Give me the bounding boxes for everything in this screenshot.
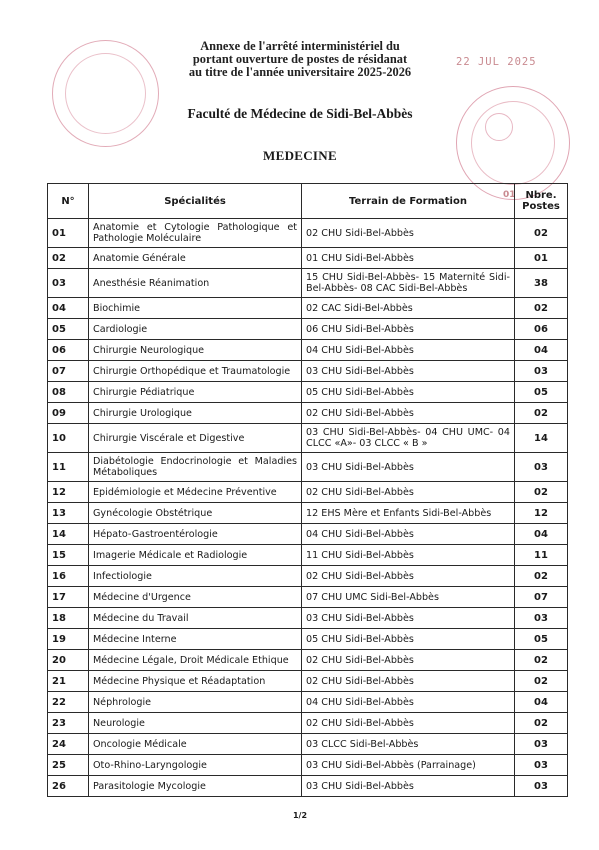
row-num: 13 <box>48 503 89 524</box>
header-line-2: portant ouverture de postes de résidanat <box>192 52 408 66</box>
header-line-3: au titre de l'année universitaire 2025-2026 <box>188 65 412 79</box>
header-specialites: Spécialités <box>89 184 302 219</box>
row-num: 14 <box>48 524 89 545</box>
row-terrain: 06 CHU Sidi-Bel-Abbès <box>302 319 515 340</box>
row-specialite: Oncologie Médicale <box>89 734 302 755</box>
row-terrain: 02 CHU Sidi-Bel-Abbès <box>302 219 515 248</box>
row-postes: 04 <box>515 340 568 361</box>
header-postes: Nbre. Postes <box>515 184 568 219</box>
row-postes: 03 <box>515 608 568 629</box>
row-postes: 02 <box>515 219 568 248</box>
row-specialite: Chirurgie Viscérale et Digestive <box>89 424 302 453</box>
row-postes: 04 <box>515 692 568 713</box>
table-row <box>48 671 568 692</box>
row-specialite: Néphrologie <box>89 692 302 713</box>
table-row <box>48 524 568 545</box>
row-num: 15 <box>48 545 89 566</box>
table-row <box>48 219 568 248</box>
row-specialite: Cardiologie <box>89 319 302 340</box>
table-row <box>48 629 568 650</box>
row-num: 16 <box>48 566 89 587</box>
row-specialite: Chirurgie Urologique <box>89 403 302 424</box>
table-row <box>48 587 568 608</box>
row-postes: 02 <box>515 713 568 734</box>
row-num: 26 <box>48 776 89 797</box>
table-row <box>48 298 568 319</box>
row-specialite: Gynécologie Obstétrique <box>89 503 302 524</box>
row-postes: 12 <box>515 503 568 524</box>
table-header-row <box>48 184 568 219</box>
row-postes: 03 <box>515 755 568 776</box>
row-terrain: 04 CHU Sidi-Bel-Abbès <box>302 340 515 361</box>
row-num: 06 <box>48 340 89 361</box>
row-num: 25 <box>48 755 89 776</box>
row-num: 07 <box>48 361 89 382</box>
row-num: 24 <box>48 734 89 755</box>
row-terrain: 15 CHU Sidi-Bel-Abbès- 15 Maternité Sidi-Bel-Abbès- 08 CAC Sidi-Bel-Abbès <box>302 269 515 298</box>
row-num: 10 <box>48 424 89 453</box>
row-num: 18 <box>48 608 89 629</box>
table-row <box>48 566 568 587</box>
row-postes: 38 <box>515 269 568 298</box>
row-terrain: 05 CHU Sidi-Bel-Abbès <box>302 629 515 650</box>
row-num: 21 <box>48 671 89 692</box>
row-specialite: Biochimie <box>89 298 302 319</box>
row-postes: 03 <box>515 776 568 797</box>
table-row <box>48 650 568 671</box>
row-terrain: 03 CLCC Sidi-Bel-Abbès <box>302 734 515 755</box>
row-terrain: 02 CHU Sidi-Bel-Abbès <box>302 671 515 692</box>
row-terrain: 11 CHU Sidi-Bel-Abbès <box>302 545 515 566</box>
row-num: 03 <box>48 269 89 298</box>
row-terrain: 02 CAC Sidi-Bel-Abbès <box>302 298 515 319</box>
table-row <box>48 692 568 713</box>
row-num: 01 <box>48 219 89 248</box>
row-specialite: Parasitologie Mycologie <box>89 776 302 797</box>
row-postes: 02 <box>515 566 568 587</box>
row-specialite: Oto-Rhino-Laryngologie <box>89 755 302 776</box>
table-row <box>48 248 568 269</box>
table-row <box>48 608 568 629</box>
stamp-number: 01 <box>503 190 516 200</box>
row-specialite: Anesthésie Réanimation <box>89 269 302 298</box>
row-postes: 02 <box>515 671 568 692</box>
table-row <box>48 361 568 382</box>
row-num: 02 <box>48 248 89 269</box>
row-terrain: 03 CHU Sidi-Bel-Abbès <box>302 608 515 629</box>
row-specialite: Médecine Physique et Réadaptation <box>89 671 302 692</box>
row-specialite: Diabétologie Endocrinologie et Maladies Métaboliques <box>89 453 302 482</box>
row-terrain: 03 CHU Sidi-Bel-Abbès- 04 CHU UMC- 04 CLCC «A»- 03 CLCC « B » <box>302 424 515 453</box>
row-specialite: Médecine Légale, Droit Médicale Ethique <box>89 650 302 671</box>
official-stamp-left <box>52 40 159 147</box>
row-num: 11 <box>48 453 89 482</box>
row-postes: 04 <box>515 524 568 545</box>
row-num: 23 <box>48 713 89 734</box>
row-specialite: Imagerie Médicale et Radiologie <box>89 545 302 566</box>
stamp-date: 22 JUL 2025 <box>456 56 537 68</box>
table-row <box>48 776 568 797</box>
row-specialite: Chirurgie Orthopédique et Traumatologie <box>89 361 302 382</box>
row-terrain: 04 CHU Sidi-Bel-Abbès <box>302 524 515 545</box>
row-num: 09 <box>48 403 89 424</box>
row-postes: 02 <box>515 650 568 671</box>
row-specialite: Hépato-Gastroentérologie <box>89 524 302 545</box>
row-postes: 03 <box>515 453 568 482</box>
row-terrain: 02 CHU Sidi-Bel-Abbès <box>302 482 515 503</box>
header-line-1: Annexe de l'arrêté interministériel du <box>200 39 400 53</box>
row-terrain: 02 CHU Sidi-Bel-Abbès <box>302 650 515 671</box>
row-terrain: 01 CHU Sidi-Bel-Abbès <box>302 248 515 269</box>
table-row <box>48 269 568 298</box>
row-num: 12 <box>48 482 89 503</box>
table-row <box>48 424 568 453</box>
row-postes: 02 <box>515 403 568 424</box>
row-postes: 03 <box>515 734 568 755</box>
row-specialite: Epidémiologie et Médecine Préventive <box>89 482 302 503</box>
row-num: 19 <box>48 629 89 650</box>
row-terrain: 03 CHU Sidi-Bel-Abbès (Parrainage) <box>302 755 515 776</box>
row-postes: 05 <box>515 382 568 403</box>
row-num: 17 <box>48 587 89 608</box>
faculty-title: Faculté de Médecine de Sidi-Bel-Abbès <box>187 106 413 121</box>
emblem-icon <box>485 113 513 141</box>
row-postes: 02 <box>515 482 568 503</box>
table-row <box>48 340 568 361</box>
table-row <box>48 755 568 776</box>
row-num: 05 <box>48 319 89 340</box>
row-terrain: 02 CHU Sidi-Bel-Abbès <box>302 566 515 587</box>
row-terrain: 02 CHU Sidi-Bel-Abbès <box>302 403 515 424</box>
row-specialite: Médecine d'Urgence <box>89 587 302 608</box>
page-number: 1/2 <box>292 811 308 820</box>
section-title: MEDECINE <box>263 148 337 163</box>
header-num: N° <box>48 184 89 219</box>
row-specialite: Médecine du Travail <box>89 608 302 629</box>
row-postes: 06 <box>515 319 568 340</box>
row-num: 04 <box>48 298 89 319</box>
table-row <box>48 503 568 524</box>
row-terrain: 03 CHU Sidi-Bel-Abbès <box>302 776 515 797</box>
row-num: 08 <box>48 382 89 403</box>
row-specialite: Anatomie Générale <box>89 248 302 269</box>
row-terrain: 07 CHU UMC Sidi-Bel-Abbès <box>302 587 515 608</box>
row-postes: 14 <box>515 424 568 453</box>
row-specialite: Chirurgie Neurologique <box>89 340 302 361</box>
row-postes: 11 <box>515 545 568 566</box>
row-specialite: Chirurgie Pédiatrique <box>89 382 302 403</box>
row-specialite: Neurologie <box>89 713 302 734</box>
table-row <box>48 453 568 482</box>
row-num: 20 <box>48 650 89 671</box>
row-terrain: 03 CHU Sidi-Bel-Abbès <box>302 361 515 382</box>
row-terrain: 05 CHU Sidi-Bel-Abbès <box>302 382 515 403</box>
row-terrain: 12 EHS Mère et Enfants Sidi-Bel-Abbès <box>302 503 515 524</box>
row-terrain: 03 CHU Sidi-Bel-Abbès <box>302 453 515 482</box>
row-specialite: Infectiologie <box>89 566 302 587</box>
table-row <box>48 545 568 566</box>
table-row <box>48 482 568 503</box>
table-row <box>48 734 568 755</box>
table-row <box>48 713 568 734</box>
row-postes: 05 <box>515 629 568 650</box>
row-postes: 03 <box>515 361 568 382</box>
row-postes: 07 <box>515 587 568 608</box>
row-terrain: 04 CHU Sidi-Bel-Abbès <box>302 692 515 713</box>
residency-posts-table <box>47 183 568 797</box>
row-specialite: Anatomie et Cytologie Pathologique et Pathologie Moléculaire <box>89 219 302 248</box>
row-postes: 02 <box>515 298 568 319</box>
header-terrain: Terrain de Formation <box>302 184 515 219</box>
table-row <box>48 403 568 424</box>
row-terrain: 02 CHU Sidi-Bel-Abbès <box>302 713 515 734</box>
row-postes: 01 <box>515 248 568 269</box>
row-specialite: Médecine Interne <box>89 629 302 650</box>
row-num: 22 <box>48 692 89 713</box>
table-row <box>48 382 568 403</box>
table-row <box>48 319 568 340</box>
